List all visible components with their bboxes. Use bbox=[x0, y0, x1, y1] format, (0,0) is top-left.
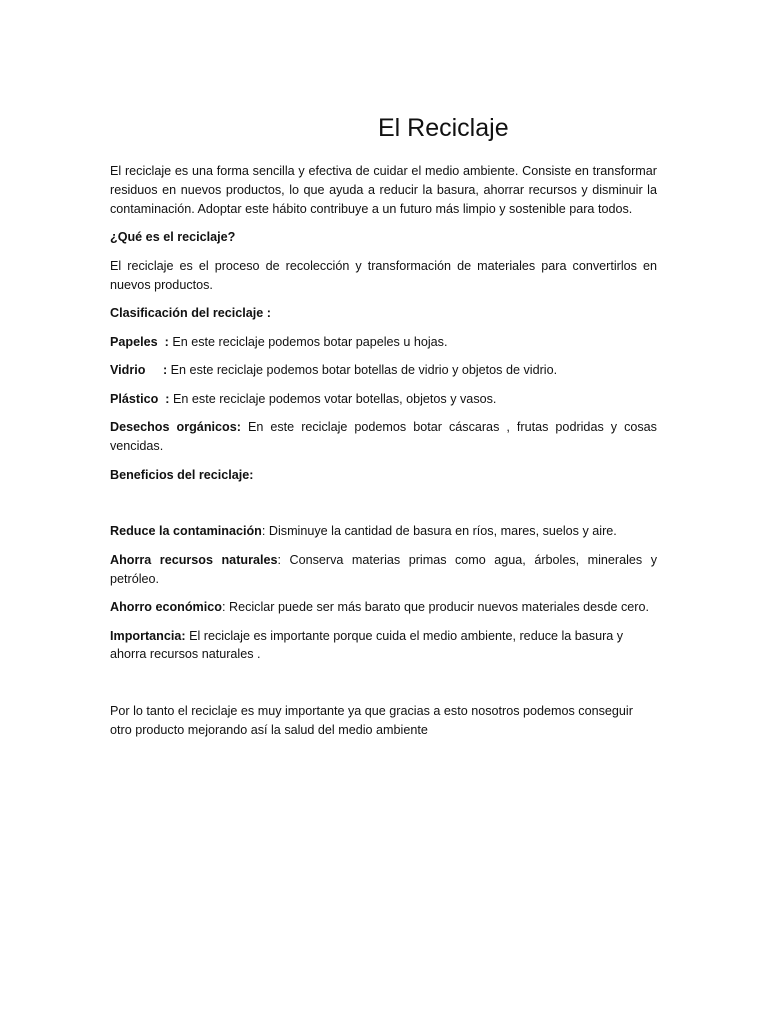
benefit-term: Importancia: bbox=[110, 628, 186, 643]
conclusion-paragraph: Por lo tanto el reciclaje es muy importante ya que gracias a esto nosotros podemos conseguir otro producto mejorando así la salud del medio ambiente bbox=[110, 703, 633, 737]
benefits-heading bbox=[110, 466, 657, 485]
benefit-sep: : bbox=[221, 600, 229, 615]
classification-sep bbox=[241, 420, 248, 434]
classification-sep: : bbox=[158, 391, 173, 406]
benefit-term: Ahorra recursos naturales bbox=[110, 552, 278, 567]
benefit-sep: : bbox=[277, 552, 290, 567]
intro-paragraph: El reciclaje es una forma sencilla y efectiva de cuidar el medio ambiente. Consiste en transformar residuos en nuevos productos, lo que ayuda a reducir la basura, ahorrar recursos y disminuir la contaminación. Adoptar este hábito contribuye a un futuro más limpio y sostenible para todos. bbox=[110, 164, 657, 216]
benefit-item-importancia bbox=[110, 627, 657, 665]
classification-item-vidrio bbox=[110, 361, 657, 380]
definition-paragraph: El reciclaje es el proceso de recolección y transformación de materiales para convertirlos en nuevos productos. bbox=[110, 258, 657, 292]
spacer bbox=[110, 494, 657, 522]
benefit-sep: : bbox=[261, 524, 269, 539]
classification-heading bbox=[110, 304, 657, 323]
benefit-text: Reciclar puede ser más barato que producir nuevos materiales desde cero. bbox=[228, 600, 649, 615]
classification-item-plastico bbox=[110, 390, 657, 409]
benefit-item-economico bbox=[110, 598, 657, 617]
classification-text: En este reciclaje podemos votar botellas, objetos y vasos. bbox=[173, 391, 497, 406]
benefit-item-recursos bbox=[110, 551, 657, 589]
classification-text: En este reciclaje podemos botar cáscaras , frutas podridas y cosas vencidas. bbox=[110, 420, 657, 454]
classification-item-organicos bbox=[110, 418, 657, 456]
spacer bbox=[110, 674, 657, 702]
benefits-heading-text: Beneficios del reciclaje: bbox=[110, 467, 254, 482]
document-title: El Reciclaje bbox=[378, 114, 509, 142]
benefit-item-contaminacion bbox=[110, 522, 657, 541]
benefit-text: Disminuye la cantidad de basura en ríos, mares, suelos y aire. bbox=[268, 524, 617, 539]
benefit-term: Ahorro económico bbox=[110, 600, 222, 615]
question-heading-text: ¿Qué es el reciclaje? bbox=[110, 230, 236, 245]
classification-heading-text: Clasificación del reciclaje : bbox=[110, 306, 271, 321]
classification-term: Papeles bbox=[110, 334, 158, 349]
classification-term: Plástico bbox=[110, 391, 159, 406]
classification-sep: : bbox=[157, 334, 173, 349]
benefit-term: Reduce la contaminación bbox=[110, 524, 262, 539]
document-body bbox=[110, 162, 657, 749]
benefit-text: El reciclaje es importante porque cuida el medio ambiente, reduce la basura y ahorra recursos naturales . bbox=[110, 628, 624, 662]
classification-item-papeles bbox=[110, 333, 657, 352]
classification-sep: : bbox=[145, 363, 171, 378]
classification-term: Vidrio bbox=[110, 363, 146, 378]
classification-term: Desechos orgánicos: bbox=[110, 420, 241, 435]
classification-text: En este reciclaje podemos botar papeles u hojas. bbox=[172, 334, 448, 349]
question-heading bbox=[110, 228, 657, 247]
classification-text: En este reciclaje podemos botar botellas de vidrio y objetos de vidrio. bbox=[170, 363, 558, 378]
benefit-text: Conserva materias primas como agua, árboles, minerales y petróleo. bbox=[110, 552, 658, 586]
